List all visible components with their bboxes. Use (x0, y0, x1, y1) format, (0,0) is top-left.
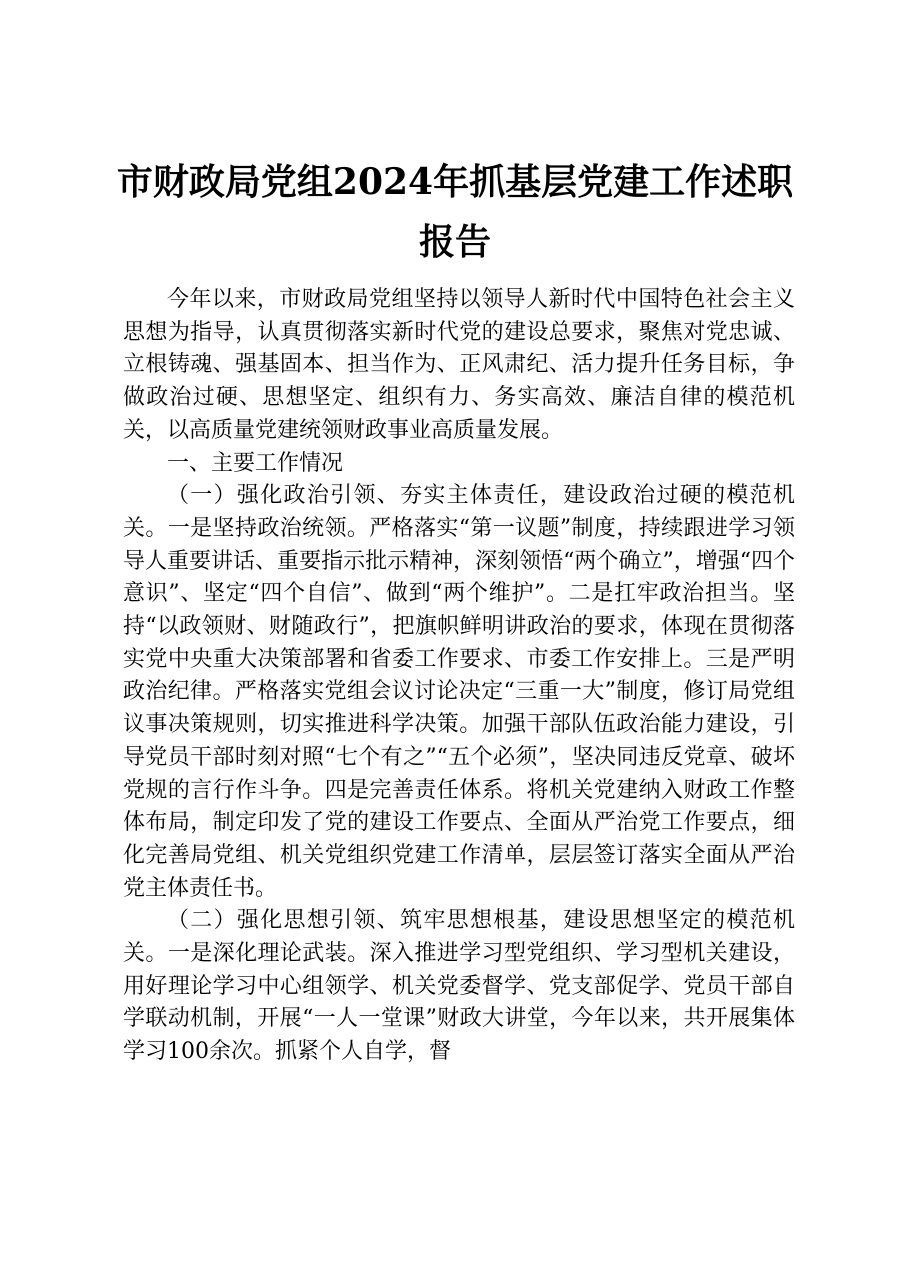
section-heading-main-work: 一、主要工作情况 (167, 450, 344, 476)
subsection-heading-1: （一）强化政治引领、夯实主体责任，建设政治过硬的模范机关。 (123, 483, 795, 541)
intro-paragraph: 今年以来，市财政局党组坚持以领导人新时代中国特色社会主义思想为指导，认真贯彻落实新时代党的建设总要求，聚焦对党忠诚、立根铸魂、强基固本、担当作为、正风肃纪、活力提升任务目标，争做政治过硬、思想坚定、组织有力、务实高效、廉洁自律的模范机关，以高质量党建统领财政事业高质量发展。 (123, 287, 795, 443)
subsection-paragraph-2 (123, 905, 795, 1069)
document-title: 市财政局党组2024年抓基层党建工作述职报告 (116, 161, 794, 263)
subsection-body-1: 一是坚持政治统领。严格落实“第一议题”制度，持续跟进学习领导人重要讲话、重要指示批示精神，深刻领悟“两个确立”，增强“四个意识”、坚定“四个自信”、做到“两个维护”。二是扛牢政治担当。坚持“以政领财、财随政行”，把旗帜鲜明讲政治的要求，体现在贯彻落实党中央重大决策部署和省委工作要求、市委工作安排上。三是严明政治纪律。严格落实党组会议讨论决定“三重一大”制度，修订局党组议事决策规则，切实推进科学决策。加强干部队伍政治能力建设，引导党员干部时刻对照“七个有之”“五个必须”，坚决同违反党章、破坏党规的言行作斗争。四是完善责任体系。将机关党建纳入财政工作整体布局，制定印发了党的建设工作要点、全面从严治党工作要点，细化完善局党组、机关党组织党建工作清单，层层签订落实全面从严治党主体责任书。 (123, 515, 795, 901)
subsection-heading-2: （二）强化思想引领、筑牢思想根基，建设思想坚定的模范机关。 (123, 908, 795, 967)
subsection-paragraph-1 (123, 480, 795, 905)
document-body (123, 284, 795, 1069)
subsection-body-2: 一是深化理论武装。深入推进学习型党组织、学习型机关建设，用好理论学习中心组领学、机关党委督学、党支部促学、党员干部自学联动机制，开展“一人一堂课”财政大讲堂，今年以来，共开展集体学习100余次。抓紧个人自学，督 (123, 941, 795, 1065)
